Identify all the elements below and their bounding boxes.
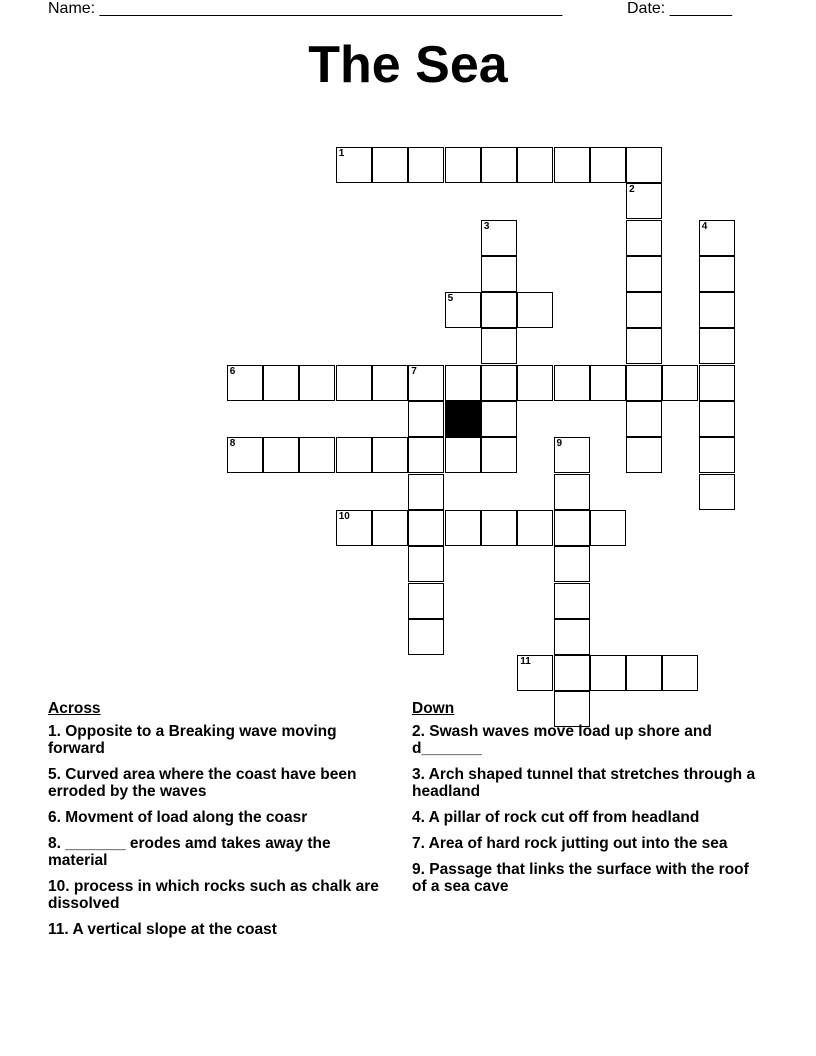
crossword-cell[interactable] bbox=[699, 365, 735, 401]
crossword-cell[interactable] bbox=[408, 401, 444, 437]
crossword-cell[interactable] bbox=[626, 328, 662, 364]
crossword-cell[interactable] bbox=[626, 220, 662, 256]
crossword-cell[interactable] bbox=[227, 437, 263, 473]
date-line[interactable]: Date: _______ bbox=[627, 0, 732, 17]
crossword-cell[interactable] bbox=[372, 147, 408, 183]
crossword-cell[interactable] bbox=[299, 437, 335, 473]
across-clues bbox=[48, 700, 393, 947]
crossword-cell[interactable] bbox=[626, 256, 662, 292]
crossword-cell[interactable] bbox=[408, 546, 444, 582]
across-heading: Across bbox=[48, 700, 101, 717]
clue-number: 2 bbox=[629, 184, 635, 196]
clue-number: 4 bbox=[701, 220, 708, 232]
crossword-cell[interactable] bbox=[481, 220, 517, 256]
crossword-cell[interactable] bbox=[626, 401, 662, 437]
crossword-cell[interactable] bbox=[699, 292, 735, 328]
crossword-cell[interactable] bbox=[699, 256, 735, 292]
clue-down-2: 2. Swash waves move load up shore and d_______ bbox=[412, 723, 712, 757]
crossword-cell[interactable] bbox=[481, 510, 517, 546]
clue-down-7: 7. Area of hard rock jutting out into the sea bbox=[412, 835, 728, 852]
crossword-cell[interactable] bbox=[408, 365, 444, 401]
clue-number: 9 bbox=[556, 438, 563, 450]
crossword-cell[interactable] bbox=[481, 147, 517, 183]
crossword-cell[interactable] bbox=[699, 328, 735, 364]
crossword-cell[interactable] bbox=[408, 147, 444, 183]
crossword-cell[interactable] bbox=[336, 437, 372, 473]
clue-across-5: 5. Curved area where the coast have been erroded by the waves bbox=[48, 766, 357, 800]
crossword-cell[interactable] bbox=[626, 437, 662, 473]
crossword-cell[interactable] bbox=[699, 437, 735, 473]
crossword-cell[interactable] bbox=[626, 655, 662, 691]
crossword-cell[interactable] bbox=[590, 365, 626, 401]
crossword-cell[interactable] bbox=[626, 365, 662, 401]
page-title: The Sea bbox=[308, 36, 508, 94]
crossword-cell[interactable] bbox=[336, 365, 372, 401]
crossword-cell[interactable] bbox=[445, 510, 481, 546]
crossword-cell[interactable] bbox=[626, 292, 662, 328]
name-line[interactable]: Name: ____________________________________________________ bbox=[48, 0, 563, 17]
crossword-cell[interactable] bbox=[445, 365, 481, 401]
crossword-cell[interactable] bbox=[517, 147, 553, 183]
down-heading: Down bbox=[412, 700, 455, 717]
black-square bbox=[445, 401, 481, 437]
clue-number: 6 bbox=[229, 365, 236, 377]
clue-number: 3 bbox=[483, 220, 490, 232]
crossword-cell[interactable] bbox=[445, 437, 481, 473]
crossword-cell[interactable] bbox=[554, 365, 590, 401]
down-clues bbox=[412, 700, 757, 904]
clue-across-8: 8. _______ erodes amd takes away the material bbox=[48, 835, 331, 869]
crossword-cell[interactable] bbox=[517, 510, 553, 546]
crossword-cell[interactable] bbox=[626, 147, 662, 183]
crossword-cell[interactable] bbox=[336, 147, 372, 183]
crossword-cell[interactable] bbox=[554, 546, 590, 582]
clue-across-1: 1. Opposite to a Breaking wave moving forward bbox=[48, 723, 337, 757]
crossword-cell[interactable] bbox=[517, 365, 553, 401]
crossword-cell[interactable] bbox=[372, 510, 408, 546]
crossword-cell[interactable] bbox=[408, 474, 444, 510]
clue-number: 5 bbox=[447, 293, 454, 305]
crossword-cell[interactable] bbox=[408, 583, 444, 619]
crossword-cell[interactable] bbox=[408, 437, 444, 473]
crossword-cell[interactable] bbox=[408, 510, 444, 546]
crossword-cell[interactable] bbox=[445, 147, 481, 183]
crossword-cell[interactable] bbox=[626, 183, 662, 219]
crossword-cell[interactable] bbox=[481, 437, 517, 473]
crossword-cell[interactable] bbox=[481, 256, 517, 292]
crossword-cell[interactable] bbox=[481, 365, 517, 401]
crossword-cell[interactable] bbox=[517, 655, 553, 691]
crossword-cell[interactable] bbox=[263, 365, 299, 401]
clue-down-3: 3. Arch shaped tunnel that stretches through a headland bbox=[412, 766, 756, 800]
crossword-cell[interactable] bbox=[336, 510, 372, 546]
crossword-cell[interactable] bbox=[662, 365, 698, 401]
crossword-cell[interactable] bbox=[517, 292, 553, 328]
clue-across-6: 6. Movment of load along the coasr bbox=[48, 809, 308, 826]
crossword-cell[interactable] bbox=[554, 474, 590, 510]
crossword-cell[interactable] bbox=[662, 655, 698, 691]
crossword-cell[interactable] bbox=[481, 401, 517, 437]
crossword-cell[interactable] bbox=[699, 220, 735, 256]
crossword-cell[interactable] bbox=[554, 583, 590, 619]
crossword-cell[interactable] bbox=[590, 510, 626, 546]
clue-number: 10 bbox=[338, 510, 350, 522]
crossword-cell[interactable] bbox=[554, 147, 590, 183]
clue-number: 1 bbox=[338, 147, 345, 159]
crossword-cell[interactable] bbox=[227, 365, 263, 401]
crossword-cell[interactable] bbox=[299, 365, 335, 401]
crossword-cell[interactable] bbox=[372, 437, 408, 473]
clue-across-10: 10. process in which rocks such as chalk are dissolved bbox=[48, 878, 379, 912]
crossword-cell[interactable] bbox=[481, 292, 517, 328]
clue-number: 8 bbox=[229, 438, 236, 450]
clue-down-4: 4. A pillar of rock cut off from headland bbox=[412, 809, 700, 826]
crossword-cell[interactable] bbox=[372, 365, 408, 401]
crossword-cell[interactable] bbox=[699, 401, 735, 437]
crossword-cell[interactable] bbox=[554, 655, 590, 691]
crossword-cell[interactable] bbox=[554, 619, 590, 655]
crossword-cell[interactable] bbox=[408, 619, 444, 655]
clue-number: 11 bbox=[520, 656, 531, 668]
crossword-cell[interactable] bbox=[554, 437, 590, 473]
crossword-cell[interactable] bbox=[263, 437, 299, 473]
clue-across-11: 11. A vertical slope at the coast bbox=[48, 921, 277, 938]
crossword-cell[interactable] bbox=[445, 292, 481, 328]
clue-number: 7 bbox=[411, 365, 417, 377]
crossword-cell[interactable] bbox=[699, 474, 735, 510]
clue-down-9: 9. Passage that links the surface with the roof of a sea cave bbox=[412, 861, 749, 895]
crossword-cell[interactable] bbox=[590, 147, 626, 183]
crossword-cell[interactable] bbox=[590, 655, 626, 691]
crossword-cell[interactable] bbox=[554, 510, 590, 546]
crossword-cell[interactable] bbox=[481, 328, 517, 364]
